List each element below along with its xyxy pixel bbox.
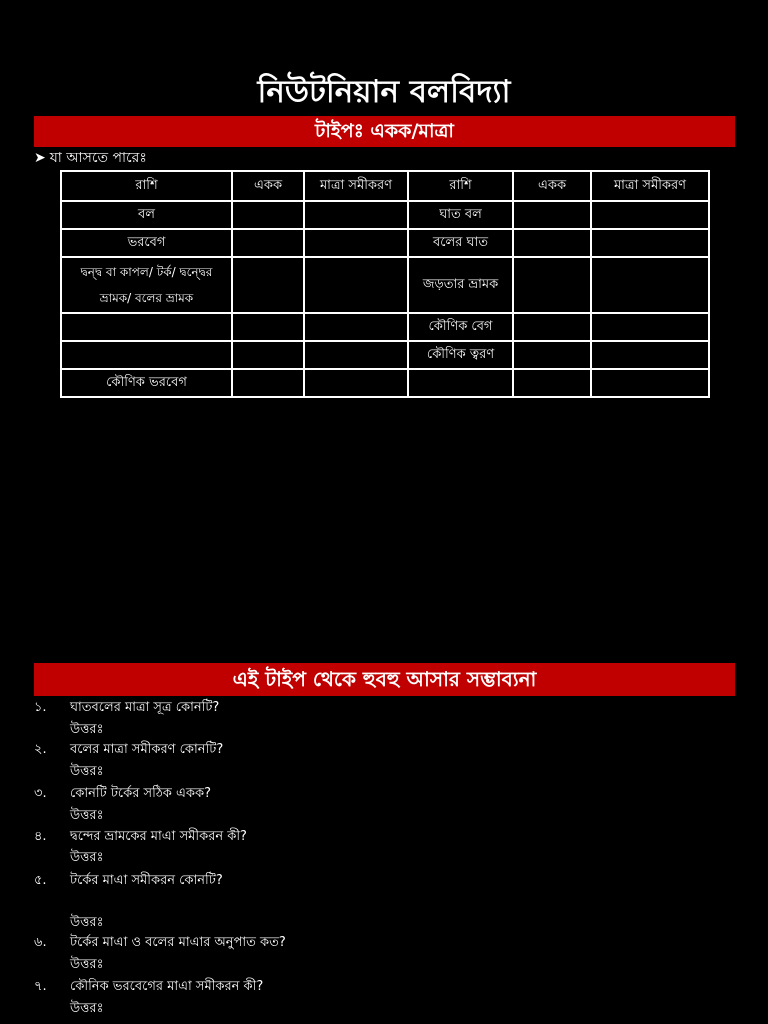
table-cell <box>513 229 591 257</box>
table-cell <box>513 257 591 313</box>
table-cell <box>591 257 709 313</box>
table-cell <box>232 341 304 369</box>
table-cell <box>61 313 232 341</box>
table-cell <box>513 201 591 229</box>
question-number: ৩. <box>34 786 47 801</box>
answer-label: উত্তরঃ <box>70 764 104 779</box>
table-cell <box>304 229 408 257</box>
table-cell <box>591 341 709 369</box>
page-title: নিউটনিয়ান বলবিদ্যা <box>257 74 511 110</box>
question-text: ঘাতবলের মাত্রা সূত্র কোনটি? <box>70 700 220 715</box>
table-cell <box>304 313 408 341</box>
header-cell: একক <box>513 171 591 201</box>
table-row <box>61 201 709 229</box>
header-cell: রাশি <box>408 171 513 201</box>
question-text: টর্কের মাএা সমীকরন কোনটি? <box>70 873 223 888</box>
table-cell: কৌণিক ত্বরণ <box>408 341 513 369</box>
table-cell <box>591 229 709 257</box>
table-row <box>61 313 709 341</box>
hint-text: যা আসতে পারেঃ <box>49 150 147 166</box>
table-cell: বলের ঘাত <box>408 229 513 257</box>
table-cell <box>232 313 304 341</box>
table-cell: ভরবেগ <box>61 229 232 257</box>
table-cell <box>591 369 709 397</box>
table-cell <box>232 369 304 397</box>
question-number: ২. <box>34 742 47 757</box>
table-cell <box>591 201 709 229</box>
table-cell: বল <box>61 201 232 229</box>
table-cell <box>408 369 513 397</box>
table-cell <box>232 257 304 313</box>
table-cell: ঘাত বল <box>408 201 513 229</box>
answer-label: উত্তরঃ <box>70 808 104 823</box>
answer-label: উত্তরঃ <box>70 1001 104 1016</box>
table-cell <box>304 257 408 313</box>
units-table <box>60 170 710 398</box>
table-row <box>61 341 709 369</box>
table-cell <box>232 229 304 257</box>
answer-label: উত্তরঃ <box>70 915 104 930</box>
probability-banner: এই টাইপ থেকে হুবহু আসার সম্ভাব্যনা <box>34 663 735 696</box>
answer-label: উত্তরঃ <box>70 722 104 737</box>
header-cell: মাত্রা সমীকরণ <box>591 171 709 201</box>
answer-label: উত্তরঃ <box>70 957 104 972</box>
type-banner: টাইপঃ একক/মাত্রা <box>34 116 735 147</box>
table-row <box>61 257 709 313</box>
hint-line <box>34 148 147 168</box>
table-cell <box>513 341 591 369</box>
question-number: ৬. <box>34 935 47 950</box>
header-cell: রাশি <box>61 171 232 201</box>
table-cell <box>304 341 408 369</box>
question-number: ৫. <box>34 873 47 888</box>
table-cell <box>232 201 304 229</box>
question-text: কৌনিক ভরবেগের মাএা সমীকরন কী? <box>70 979 264 994</box>
answer-label: উত্তরঃ <box>70 850 104 865</box>
table-cell: কৌণিক ভরবেগ <box>61 369 232 397</box>
table-cell <box>513 369 591 397</box>
table-cell <box>591 313 709 341</box>
header-cell: একক <box>232 171 304 201</box>
table-cell <box>304 369 408 397</box>
question-text: বলের মাত্রা সমীকরণ কোনটি? <box>70 742 224 757</box>
table-cell <box>61 341 232 369</box>
arrow-right-icon: ➤ <box>34 150 46 166</box>
question-text: কোনটি টর্কের সঠিক একক? <box>70 786 211 801</box>
question-text: টর্কের মাএা ও বলের মাএার অনুপাত কত? <box>70 935 286 950</box>
table-cell <box>304 201 408 229</box>
table-cell: জড়তার ভ্রামক <box>408 257 513 313</box>
table-header-row <box>61 171 709 201</box>
header-cell: মাত্রা সমীকরণ <box>304 171 408 201</box>
table-cell: কৌণিক বেগ <box>408 313 513 341</box>
table-cell: দ্বন্দ্ব বা কাপল/ টর্ক/ দ্বন্দ্বের ভ্রামক/ বলের ভ্রামক <box>61 257 232 313</box>
table-row <box>61 369 709 397</box>
question-number: ১. <box>34 700 47 715</box>
table-row <box>61 229 709 257</box>
table-cell <box>513 313 591 341</box>
question-number: ৪. <box>34 829 47 844</box>
question-text: দ্বন্দের ভ্রামকের মাএা সমীকরন কী? <box>70 829 247 844</box>
question-number: ৭. <box>34 979 47 994</box>
